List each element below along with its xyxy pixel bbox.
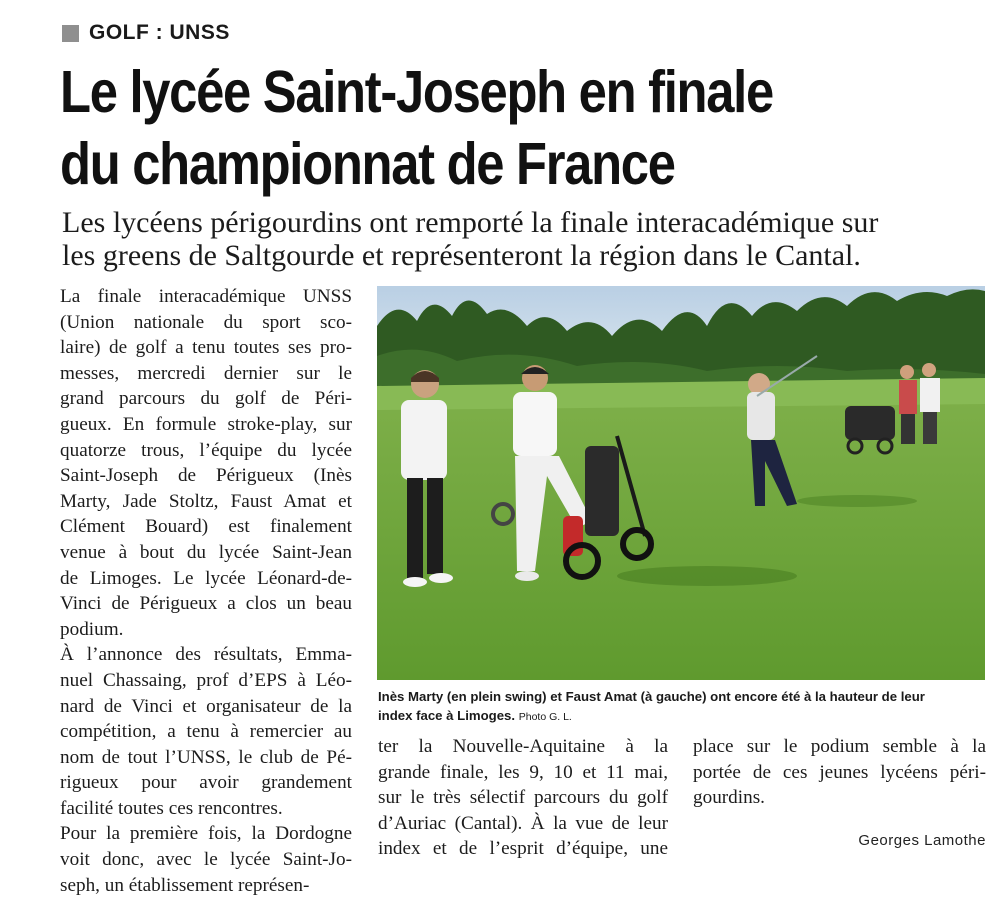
photo-caption: [378, 687, 986, 727]
headline-line-2: du championnat de France: [60, 131, 675, 197]
article-line: (Union nationale du sport sco-: [60, 311, 352, 333]
photo-credit: Photo G. L.: [518, 711, 572, 723]
headline-line-1: Le lycée Saint-Joseph en finale: [60, 59, 773, 125]
article-photo: [377, 286, 985, 680]
article-line: grande finale, les 9, 10 et 11 mai,: [378, 761, 668, 783]
standfirst: [62, 206, 992, 272]
article-column-1: [60, 284, 352, 898]
caption-line-1: Inès Marty (en plein swing) et Faust Amat (à gauche) ont encore été à la hauteur de leur: [378, 689, 925, 704]
headline: [60, 56, 860, 200]
article-line: Marty, Jade Stoltz, Faust Amat et: [60, 490, 352, 512]
article-line: podium.: [60, 618, 124, 640]
standfirst-line-2: les greens de Saltgourde et représenteront la région dans le Cantal.: [62, 239, 861, 272]
article-line: Pour la première fois, la Dordogne: [60, 823, 352, 845]
section-rubric: [62, 20, 230, 46]
article-line: À l’annonce des résultats, Emma-: [60, 644, 352, 666]
standfirst-line-1: Les lycéens périgourdins ont remporté la finale interacadémique sur: [62, 206, 879, 239]
article-line: voit donc, avec le lycée Saint-Jo-: [60, 849, 352, 871]
caption-line-2: index face à Limoges.: [378, 708, 516, 723]
article-line: d’Auriac (Cantal). À la vue de leur: [378, 812, 668, 834]
article-line: compétition, a tenu à remercier au: [60, 721, 352, 743]
rubric-square-icon: [62, 25, 79, 42]
article-line: Saint-Joseph de Périgueux (Inès: [60, 465, 352, 487]
article-line: de Limoges. Le lycée Léonard-de-: [60, 567, 352, 589]
article-line: messes, mercredi dernier sur le: [60, 362, 352, 384]
article-line: nuel Chassaing, prof d’EPS à Léo-: [60, 669, 352, 691]
article-line: ter la Nouvelle-Aquitaine à la: [378, 736, 668, 757]
author-signature: Georges Lamothe: [858, 832, 986, 849]
article-line: La finale interacadémique UNSS: [60, 286, 352, 307]
article-column-3: [693, 734, 986, 811]
article-line: grand parcours du golf de Péri-: [60, 388, 352, 410]
article-line: Vinci de Périgueux a clos un beau: [60, 593, 352, 615]
article-column-2: [378, 734, 668, 862]
article-line: sur le très sélectif parcours du golf: [378, 787, 668, 809]
article-line: seph, un établissement représen-: [60, 874, 310, 896]
article-line: quatorze trous, l’équipe du lycée: [60, 439, 352, 461]
article-line: laire) de golf a tenu toutes ses pro-: [60, 337, 352, 359]
article-line: Clément Bouard) est finalement: [60, 516, 352, 538]
article-line: index et de l’esprit d’équipe, une: [378, 838, 668, 860]
golf-course-photo: [377, 286, 985, 680]
rubric-label: GOLF : UNSS: [89, 21, 230, 44]
article-line: place sur le podium semble à la: [693, 736, 986, 757]
article-line: nard de Vinci et organisateur de la: [60, 695, 352, 717]
article-line: facilité toutes ces rencontres.: [60, 797, 283, 819]
article-line: rigueux pour avoir grandement: [60, 772, 352, 794]
article-line: gueux. En formule stroke-play, sur: [60, 413, 352, 435]
article-line: portée de ces jeunes lycéens péri-: [693, 761, 986, 783]
article-line: gourdins.: [693, 787, 765, 809]
article-line: venue à bout du lycée Saint-Jean: [60, 541, 352, 563]
article-line: nom de tout l’UNSS, le club de Pé-: [60, 746, 352, 768]
